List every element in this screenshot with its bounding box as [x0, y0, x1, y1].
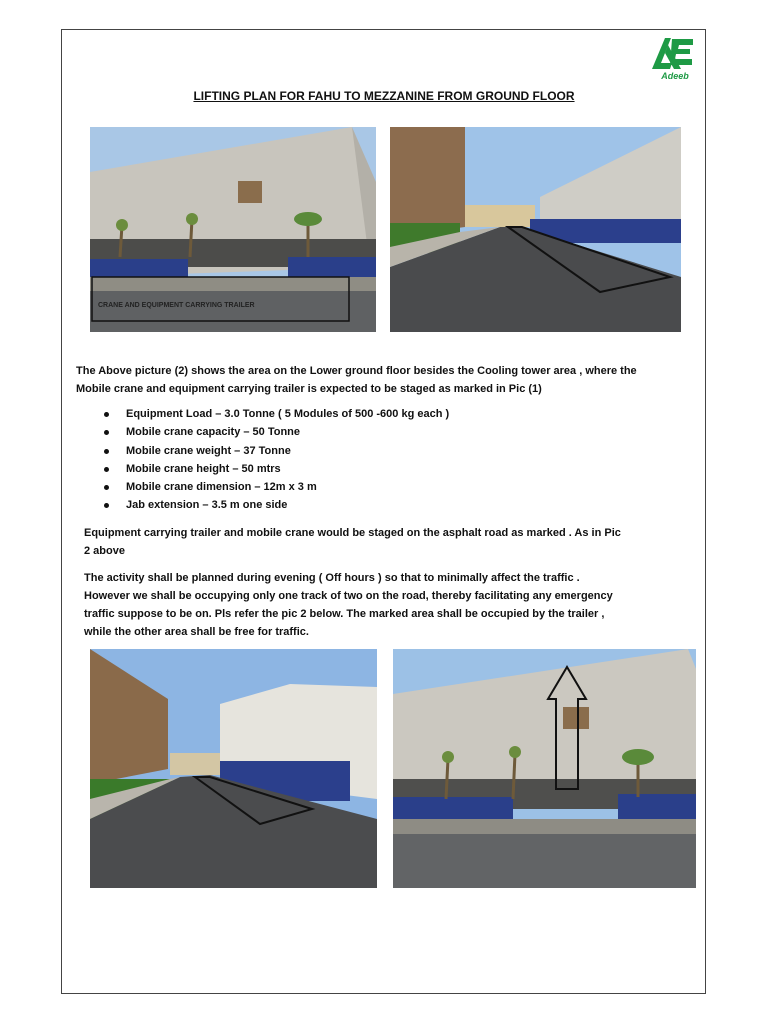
- spec-item: Mobile crane weight – 37 Tonne: [104, 442, 449, 460]
- staging-line: Equipment carrying trailer and mobile crane would be staged on the asphalt road as marked . As in Pic: [84, 527, 621, 539]
- spec-item: Mobile crane height – 50 mtrs: [104, 460, 449, 478]
- spec-item: Equipment Load – 3.0 Tonne ( 5 Modules of 500 -600 kg each ): [104, 405, 449, 423]
- staging-line: 2 above: [84, 545, 125, 557]
- activity-line: The activity shall be planned during evening ( Off hours ) so that to minimally affect the traffic .: [84, 572, 580, 584]
- photo-building-marked-area: [90, 127, 376, 332]
- photo-road-lane-marked: [90, 649, 377, 888]
- staging-paragraph: [84, 524, 684, 560]
- document-title: LIFTING PLAN FOR FAHU TO MEZZANINE FROM GROUND FLOOR: [193, 89, 575, 103]
- intro-line: Mobile crane and equipment carrying trailer is expected to be staged as marked in Pic (1): [76, 383, 542, 395]
- marked-area-label: CRANE AND EQUIPMENT CARRYING TRAILER: [98, 302, 255, 309]
- intro-paragraph: [76, 362, 686, 398]
- photo-building-lift-direction: [393, 649, 696, 888]
- adeeb-logo: [648, 33, 698, 81]
- logo-text: Adeeb: [661, 71, 689, 81]
- spec-item: Mobile crane dimension – 12m x 3 m: [104, 478, 449, 496]
- activity-line: However we shall be occupying only one track of two on the road, thereby facilitating any emergency: [84, 590, 613, 602]
- spec-item: Jab extension – 3.5 m one side: [104, 496, 449, 514]
- spec-list: [104, 405, 449, 515]
- activity-line: traffic suppose to be on. Pls refer the pic 2 below. The marked area shall be occupied by the trailer ,: [84, 608, 605, 620]
- photo-road-marked-area: [390, 127, 681, 332]
- spec-item: Mobile crane capacity – 50 Tonne: [104, 423, 449, 441]
- activity-line: while the other area shall be free for traffic.: [84, 626, 309, 638]
- intro-line: The Above picture (2) shows the area on the Lower ground floor besides the Cooling tower area , where the: [76, 365, 637, 377]
- activity-paragraph: [84, 569, 684, 641]
